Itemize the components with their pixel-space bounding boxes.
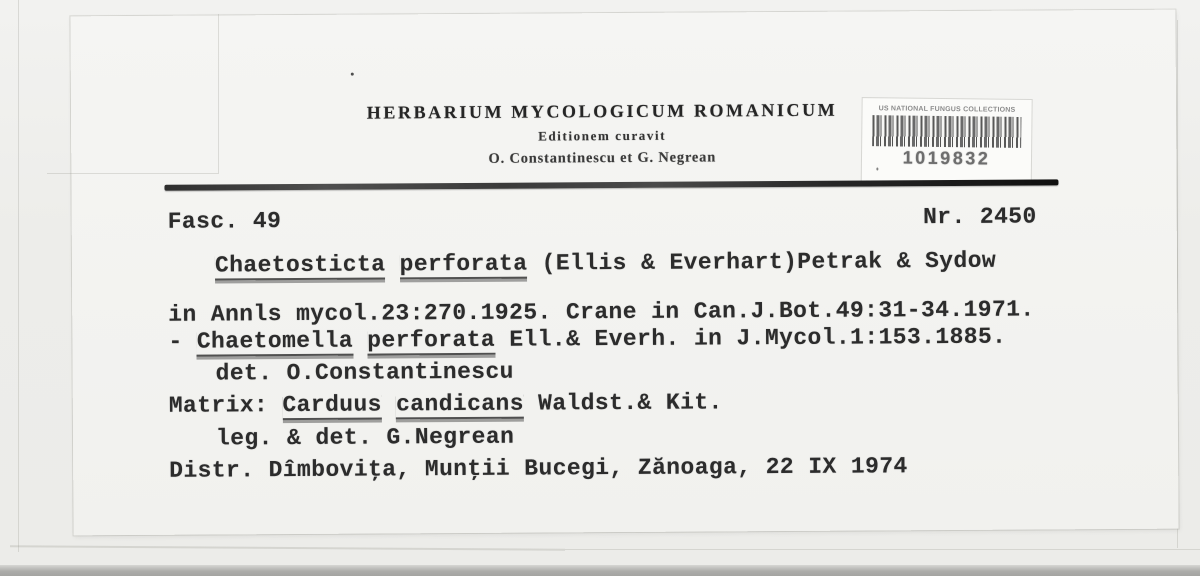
barcode-sticker bbox=[862, 98, 1032, 184]
overlap-sheet-edge-vertical bbox=[218, 14, 219, 174]
paper-edge-bottom-left bbox=[10, 545, 565, 550]
ink-speck bbox=[876, 167, 878, 170]
species-epithet: perforata bbox=[400, 252, 528, 280]
matrix-line bbox=[169, 389, 723, 421]
herbarium-subtitle: Editionem curavit bbox=[538, 127, 667, 144]
synonym-epithet: perforata bbox=[367, 328, 495, 356]
exsiccata-label bbox=[70, 10, 1178, 536]
matrix-separator bbox=[382, 391, 396, 417]
locality-date-line: Distr. Dîmboviţa, Munţii Bucegi, Zănoaga, 22 IX 1974 bbox=[169, 453, 908, 484]
fascicle-number: Fasc. 49 bbox=[167, 208, 282, 235]
species-authors: (Ellis & Everhart)Petrak & Sydow bbox=[527, 247, 997, 277]
species-name-line bbox=[215, 248, 996, 281]
header-rule bbox=[164, 179, 1058, 190]
overlap-sheet-edge-horizontal bbox=[47, 173, 218, 174]
citation-line-2 bbox=[168, 324, 1006, 357]
synonym-citation: Ell.& Everh. in J.Mycol.1:153.1885. bbox=[495, 323, 1007, 353]
synonym-prefix: - bbox=[168, 328, 197, 355]
matrix-genus: Carduus bbox=[282, 392, 382, 420]
matrix-authors: Waldst.& Kit. bbox=[523, 389, 723, 417]
determiner-line: det. O.Constantinescu bbox=[215, 358, 514, 387]
ink-speck bbox=[351, 73, 354, 76]
barcode-number: 1019832 bbox=[902, 147, 991, 169]
paper-edge-bottom-right bbox=[565, 549, 1200, 550]
paper-edge-left-vertical bbox=[18, 0, 19, 552]
matrix-label: Matrix: bbox=[168, 392, 283, 419]
collector-line: leg. & det. G.Negrean bbox=[215, 423, 515, 452]
synonym-genus: Chaetomella bbox=[197, 329, 353, 357]
barcode-icon bbox=[872, 115, 1021, 148]
herbarium-editors: O. Constantinescu et G. Negrean bbox=[488, 149, 717, 167]
species-separator bbox=[385, 251, 399, 277]
herbarium-title: HERBARIUM MYCOLOGICUM ROMANICUM bbox=[366, 99, 838, 123]
species-genus: Chaetosticta bbox=[215, 252, 386, 280]
matrix-epithet: candicans bbox=[396, 392, 524, 420]
synonym-separator bbox=[353, 328, 367, 354]
collection-number: Nr. 2450 bbox=[922, 203, 1037, 231]
citation-line-1: in Annls mycol.23:270.1925. Crane in Can.J.Bot.49:31-34.1971. bbox=[168, 296, 1035, 328]
scanner-bed-band bbox=[0, 565, 1200, 576]
barcode-institution-label: US NATIONAL FUNGUS COLLECTIONS bbox=[878, 105, 1016, 114]
